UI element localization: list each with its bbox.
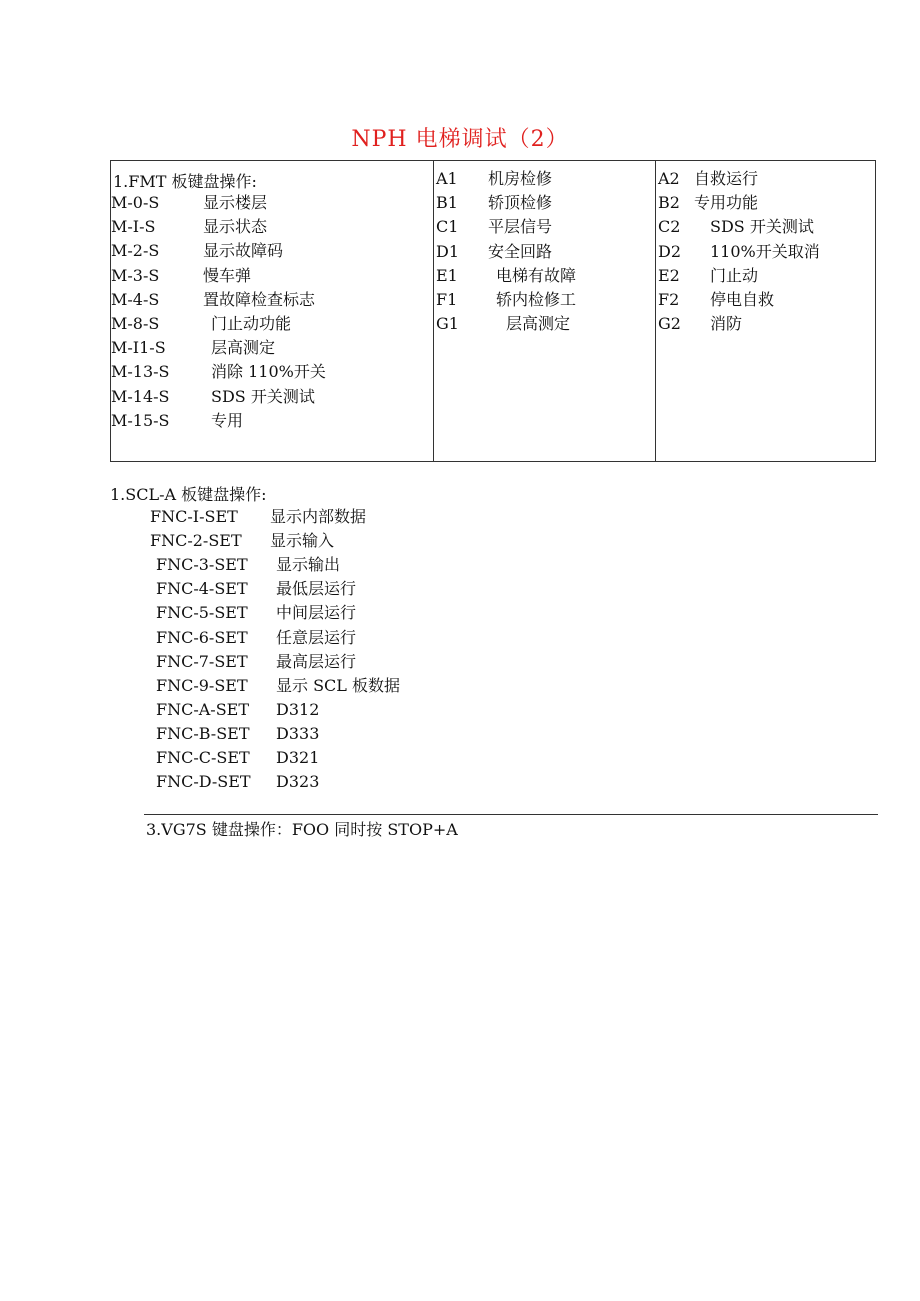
item-label: 110%开关取消 xyxy=(710,241,820,261)
fmt-heading: 1.FMT 板键盘操作: xyxy=(113,172,257,191)
item-label: 最高层运行 xyxy=(276,651,357,671)
item-code: E2 xyxy=(658,265,680,285)
item-code: FNC-2-SET xyxy=(150,531,242,551)
item-label: 任意层运行 xyxy=(276,627,357,647)
item-label: 机房检修 xyxy=(488,169,553,188)
item-code: FNC-B-SET xyxy=(156,723,250,743)
item-label: D312 xyxy=(276,699,320,719)
item-code: D1 xyxy=(436,241,460,261)
item-label: 显示输出 xyxy=(276,555,341,575)
item-code: M-0-S xyxy=(111,193,160,212)
table-column-fmt xyxy=(111,161,433,461)
item-code: FNC-6-SET xyxy=(156,627,248,647)
item-label: 门止动功能 xyxy=(211,314,292,333)
item-label: 显示楼层 xyxy=(203,193,268,212)
item-label: D333 xyxy=(276,723,320,743)
item-code: B2 xyxy=(658,193,680,213)
item-label: 显示状态 xyxy=(203,217,268,237)
item-code: D2 xyxy=(658,241,682,261)
item-label: SDS 开关测试 xyxy=(710,217,814,237)
item-label: 显示故障码 xyxy=(203,241,284,261)
item-code: C1 xyxy=(436,217,459,237)
item-label: 慢车弹 xyxy=(203,265,252,285)
item-code: M-2-S xyxy=(111,241,160,261)
item-label: 层高测定 xyxy=(506,314,571,334)
item-code: FNC-4-SET xyxy=(156,579,248,599)
item-label: D323 xyxy=(276,772,320,792)
item-code: FNC-7-SET xyxy=(156,651,248,671)
item-label: 显示内部数据 xyxy=(270,507,367,526)
item-code: M-8-S xyxy=(111,314,160,333)
item-code: F1 xyxy=(436,290,458,309)
table-column-signals-2 xyxy=(655,161,876,461)
item-label: D321 xyxy=(276,748,320,767)
item-label: 显示输入 xyxy=(270,531,335,551)
item-label: 层高测定 xyxy=(211,338,276,358)
item-label: 轿内检修工 xyxy=(496,290,577,309)
item-code: G2 xyxy=(658,314,681,334)
item-code: FNC-3-SET xyxy=(156,555,248,575)
item-label: SDS 开关测试 xyxy=(211,386,315,406)
item-label: 消除 110%开关 xyxy=(211,362,326,382)
item-code: FNC-9-SET xyxy=(156,675,248,695)
divider xyxy=(144,814,878,815)
item-code: M-I1-S xyxy=(111,338,166,358)
item-code: FNC-A-SET xyxy=(156,699,250,719)
item-label: 置故障检查标志 xyxy=(203,289,316,309)
item-label: 消防 xyxy=(710,314,743,334)
item-label: 平层信号 xyxy=(488,217,553,237)
code-table xyxy=(110,160,876,462)
item-code: M-I-S xyxy=(111,217,156,237)
item-code: F2 xyxy=(658,290,680,309)
item-code: M-15-S xyxy=(111,410,170,430)
item-code: M-13-S xyxy=(111,362,170,382)
item-code: FNC-I-SET xyxy=(150,507,238,526)
item-code: FNC-D-SET xyxy=(156,772,251,792)
scl-heading: 1.SCL-A 板键盘操作: xyxy=(110,485,267,504)
item-label: 自救运行 xyxy=(694,169,759,188)
item-label: 最低层运行 xyxy=(276,579,357,599)
item-code: M-14-S xyxy=(111,386,170,406)
item-label: 显示 SCL 板数据 xyxy=(276,675,401,695)
item-code: E1 xyxy=(436,265,458,285)
item-label: 中间层运行 xyxy=(276,603,357,623)
item-label: 停电自救 xyxy=(710,290,775,309)
table-column-signals-1 xyxy=(433,161,656,461)
item-code: A2 xyxy=(658,169,680,188)
item-code: FNC-5-SET xyxy=(156,603,248,623)
vg7s-instruction: 3.VG7S 键盘操作：FOO 同时按 STOP+A xyxy=(146,820,458,839)
item-code: M-4-S xyxy=(111,289,160,309)
item-code: C2 xyxy=(658,217,681,237)
item-code: B1 xyxy=(436,193,458,213)
item-code: M-3-S xyxy=(111,265,160,285)
item-label: 电梯有故障 xyxy=(496,265,577,285)
item-code: A1 xyxy=(436,169,458,188)
item-label: 安全回路 xyxy=(488,241,553,261)
item-label: 门止动 xyxy=(710,265,759,285)
item-label: 专用 xyxy=(211,410,244,430)
item-label: 轿顶检修 xyxy=(488,193,553,213)
page-title: NPH 电梯调试（2） xyxy=(351,127,569,152)
item-label: 专用功能 xyxy=(694,193,759,213)
item-code: FNC-C-SET xyxy=(156,748,250,767)
item-code: G1 xyxy=(436,314,459,334)
